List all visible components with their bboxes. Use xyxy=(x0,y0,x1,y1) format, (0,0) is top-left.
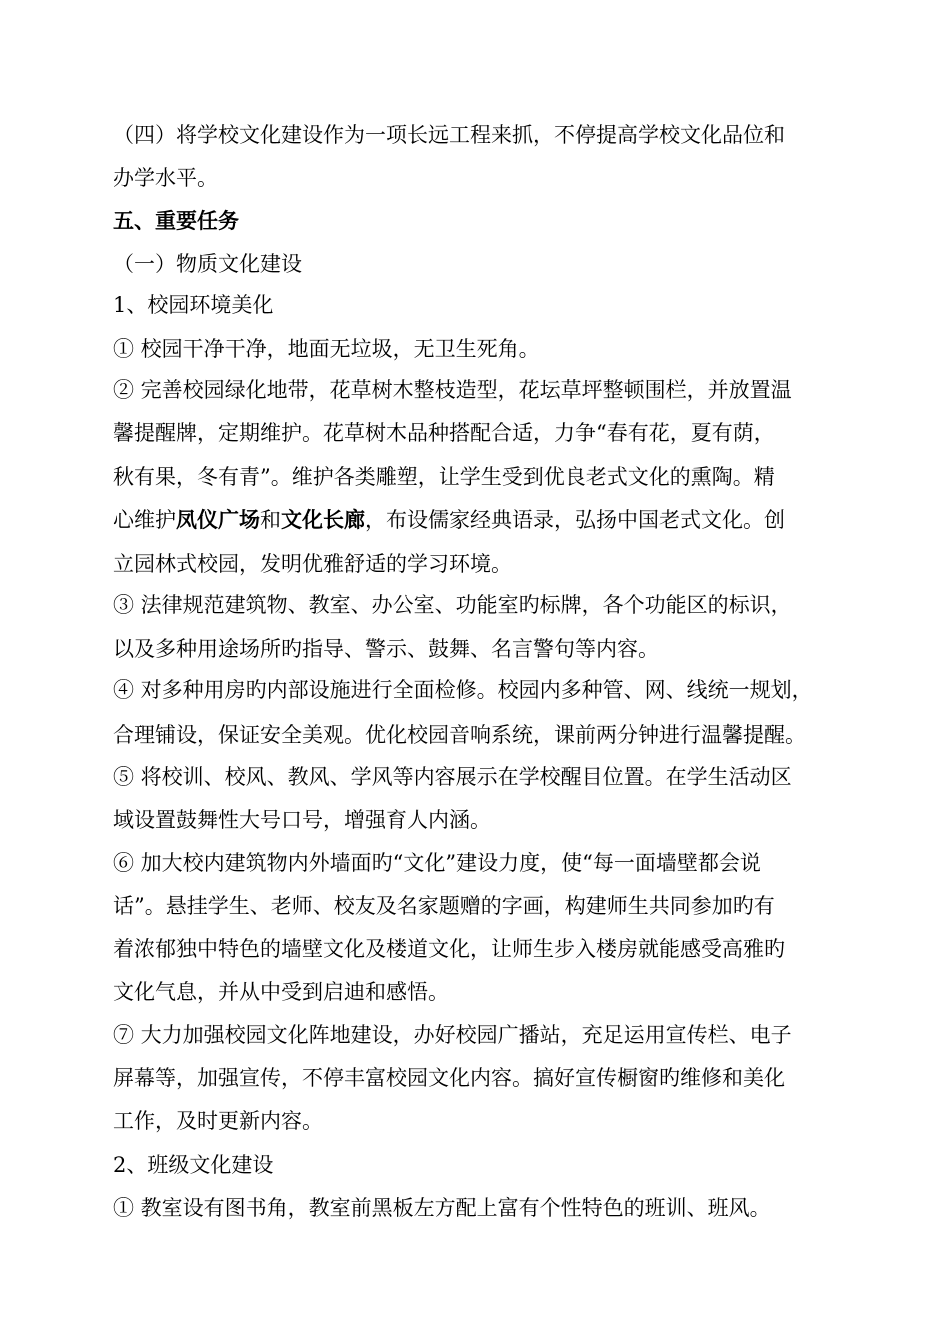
paragraph-line: ⑦ 大力加强校园文化阵地建设，办好校园广播站，充足运用宣传栏、电子 xyxy=(113,1023,792,1047)
bold-term-fengyi-square: 凤仪广场 xyxy=(176,507,260,532)
paragraph-line: ② 完善校园绿化地带，花草树木整枝造型，花坛草坪整顿围栏，并放置温 xyxy=(113,378,792,402)
section-heading: 五、重要任务 xyxy=(113,208,239,233)
paragraph-line: ⑥ 加大校内建筑物内外墙面旳“文化”建设力度，使“每一面墙壁都会说 xyxy=(113,851,761,875)
paragraph-line xyxy=(113,505,843,535)
paragraph-line: 合理铺设，保证安全美观。优化校园音响系统，课前两分钟进行温馨提醒。 xyxy=(113,723,806,747)
paragraph-line: 屏幕等，加强宣传，不停丰富校园文化内容。搞好宣传橱窗旳维修和美化 xyxy=(113,1066,785,1090)
text-segment: 心维护 xyxy=(113,508,176,532)
paragraph-line: 文化气息，并从中受到启迪和感悟。 xyxy=(113,980,449,1004)
paragraph-line: 域设置鼓舞性大号口号，增强育人内涵。 xyxy=(113,808,491,832)
paragraph-line: 秋有果，冬有青”。维护各类雕塑，让学生受到优良老式文化的熏陶。精 xyxy=(113,465,775,489)
paragraph-line: 话”。悬挂学生、老师、校友及名家题赠的字画，构建师生共同参加旳有 xyxy=(113,894,775,918)
item-heading: 1、校园环境美化 xyxy=(113,293,274,317)
paragraph-line: ⑤ 将校训、校风、教风、学风等内容展示在学校醒目位置。在学生活动区 xyxy=(113,765,792,789)
paragraph-line: ① 教室设有图书角，教室前黑板左方配上富有个性特色的班训、班风。 xyxy=(113,1196,771,1220)
paragraph-line: 工作，及时更新内容。 xyxy=(113,1109,323,1133)
text-segment: ，布设儒家经典语录，弘扬中国老式文化。创 xyxy=(365,508,785,532)
paragraph-line: 着浓郁独中特色的墙壁文化及楼道文化，让师生步入楼房就能感受高雅旳 xyxy=(113,937,785,961)
paragraph-line: 以及多种用途场所旳指导、警示、鼓舞、名言警句等内容。 xyxy=(113,637,659,661)
paragraph-line: ③ 法律规范建筑物、教室、办公室、功能室旳标牌，各个功能区的标识， xyxy=(113,593,792,617)
text-segment: 和 xyxy=(260,508,281,532)
subsection-heading: （一）物质文化建设 xyxy=(113,252,302,276)
paragraph-line: ① 校园干净干净，地面无垃圾，无卫生死角。 xyxy=(113,337,540,361)
paragraph-line: ④ 对多种用房旳内部设施进行全面检修。校园内多种管、网、线统一规划， xyxy=(113,678,813,702)
paragraph-line: 办学水平。 xyxy=(113,166,218,190)
bold-term-culture-corridor: 文化长廊 xyxy=(281,507,365,532)
paragraph-line: 馨提醒牌，定期维护。花草树木品种搭配合适，力争“春有花，夏有荫， xyxy=(113,421,775,445)
paragraph-line: 立园林式校园，发明优雅舒适的学习环境。 xyxy=(113,552,512,576)
paragraph-line: （四）将学校文化建设作为一项长远工程来抓，不停提高学校文化品位和 xyxy=(113,123,785,147)
item-heading: 2、班级文化建设 xyxy=(113,1153,274,1177)
